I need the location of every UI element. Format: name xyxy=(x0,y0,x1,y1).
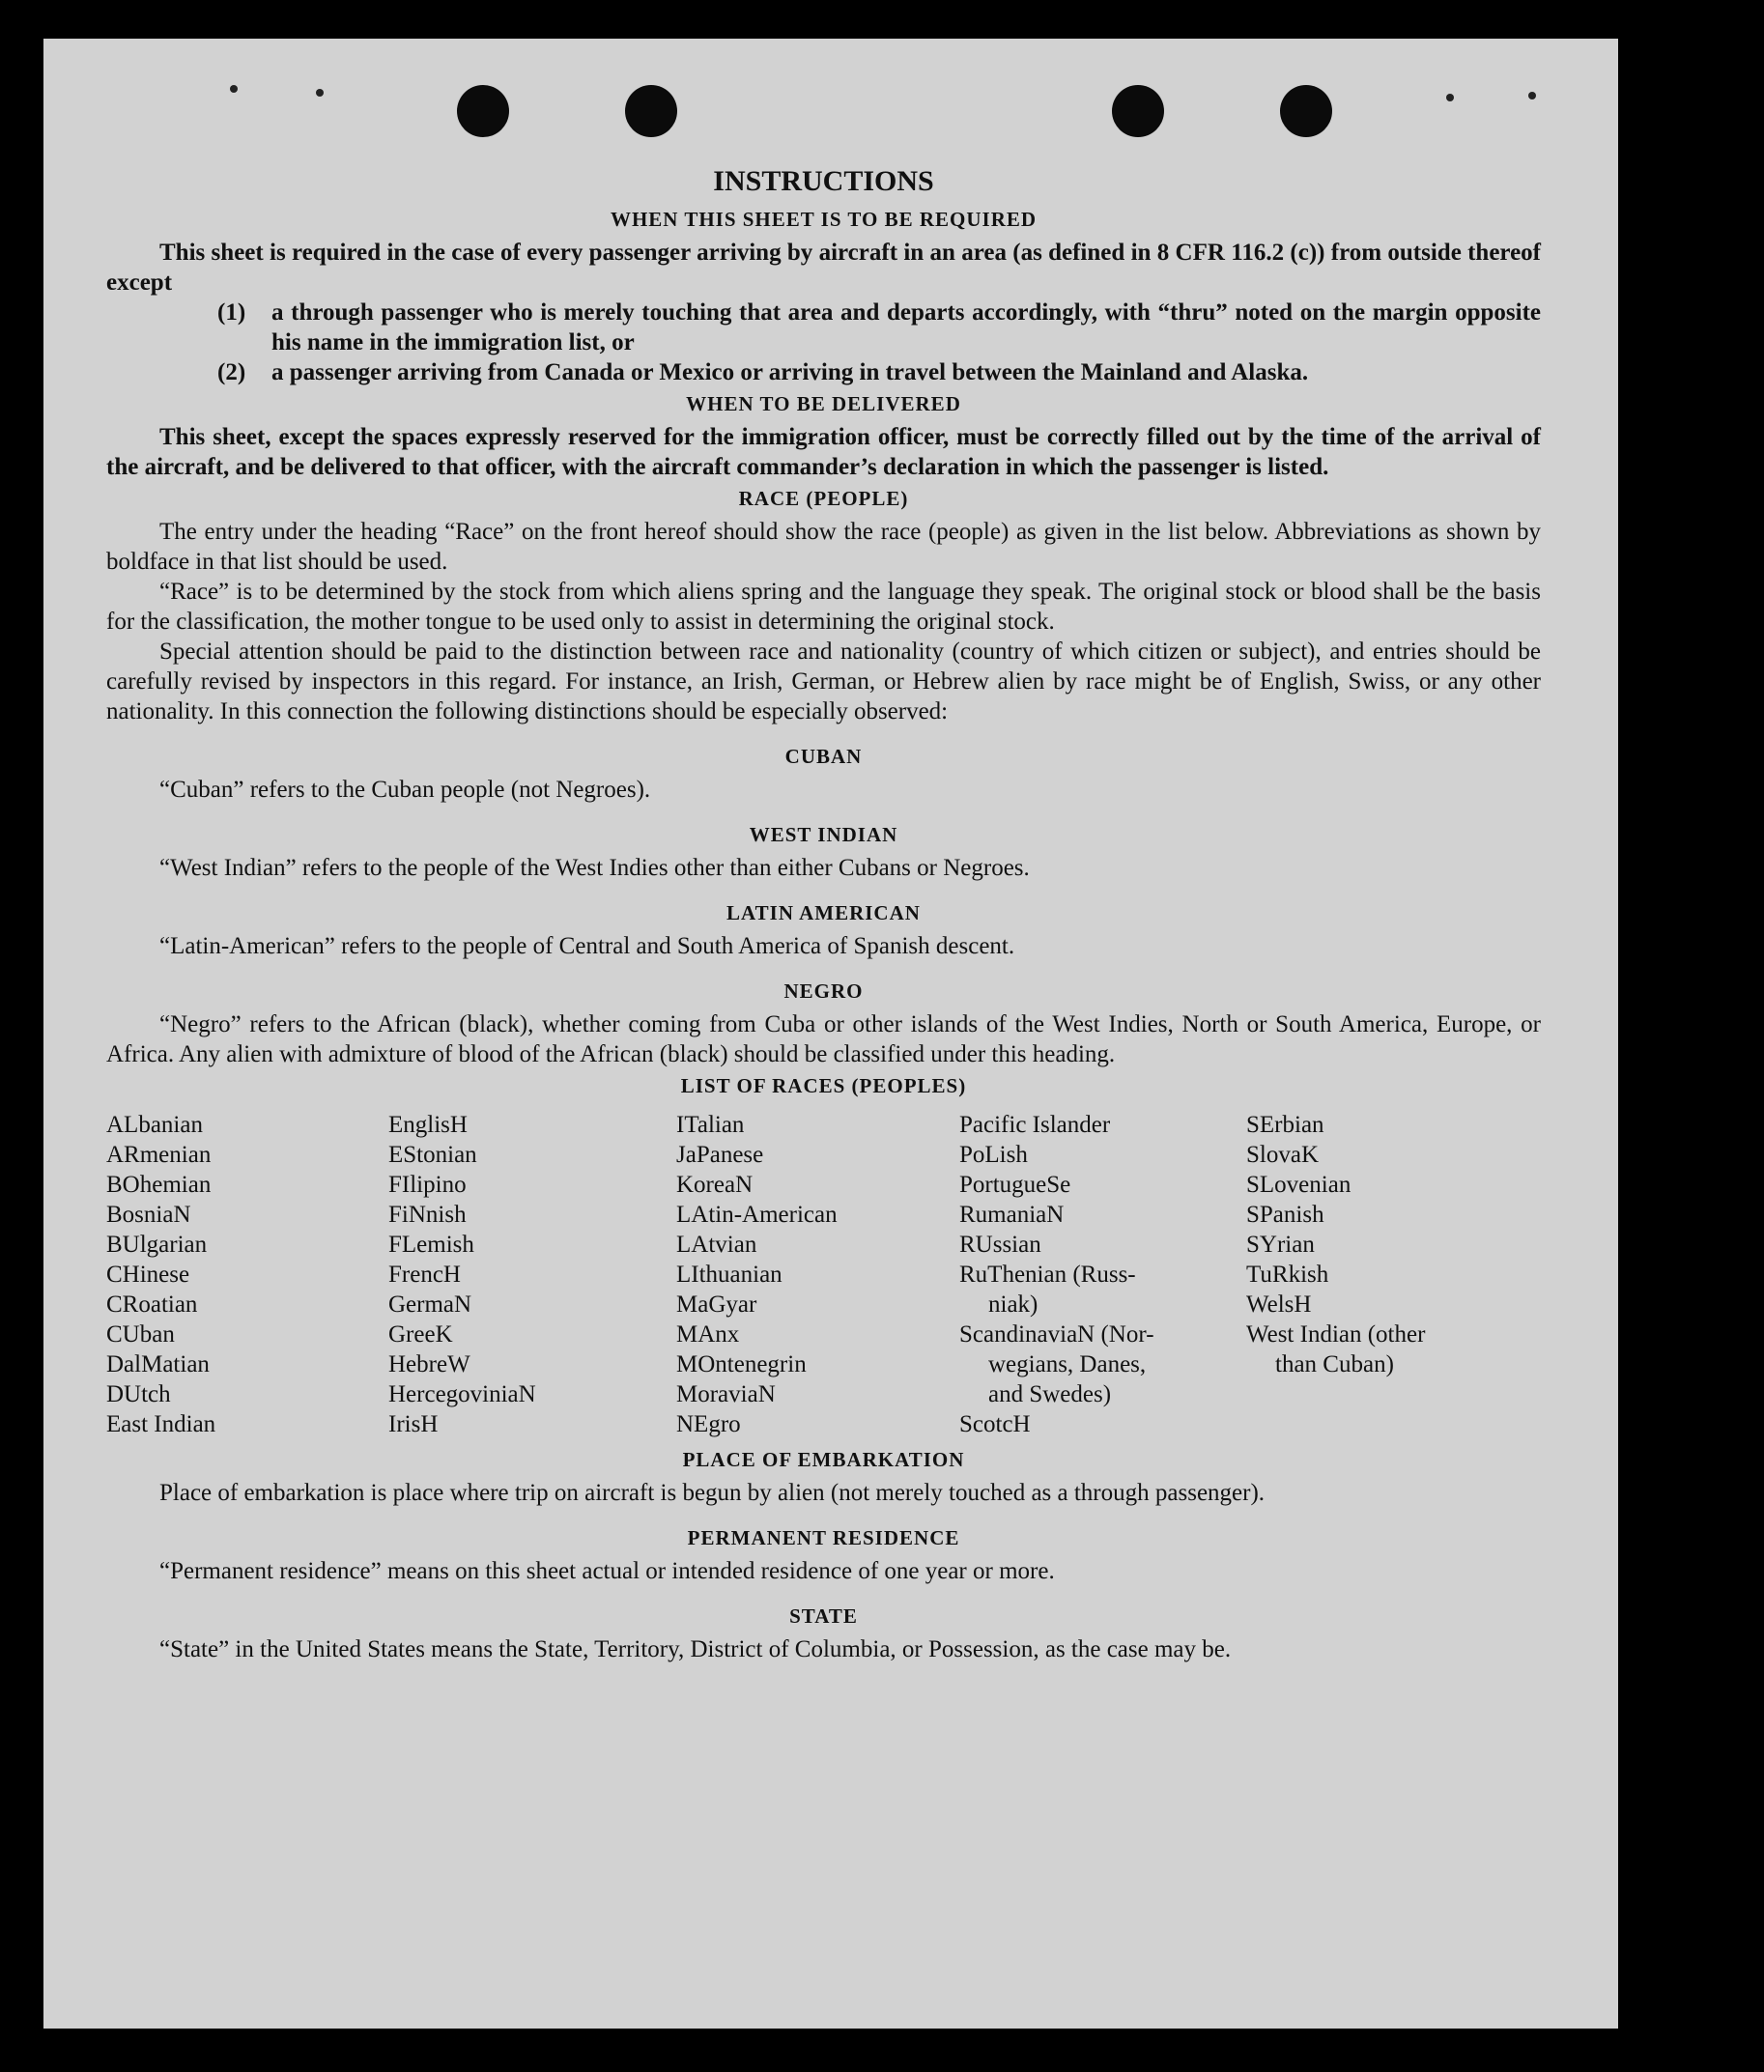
race-entry: SYrian xyxy=(1246,1232,1315,1258)
race-entry: MoraviaN xyxy=(676,1381,776,1407)
heading-delivered: WHEN TO BE DELIVERED xyxy=(686,392,961,415)
embarkation-text: Place of embarkation is place where trip on aircraft is begun by alien (not merely touched as a through passenger). xyxy=(159,1480,1266,1506)
delivered-text: This sheet, except the spaces expressly reserved for the immigration officer, must be correctly filled out by the time of the arrival of the aircraft, and be delivered to that officer, with the aircraft commander’s declaration in which the passenger is listed. xyxy=(106,424,1541,480)
race-entry: DUtch xyxy=(106,1381,171,1407)
race-entry: BosniaN xyxy=(106,1202,191,1228)
punch-hole xyxy=(1280,85,1332,137)
exception-number: (2) xyxy=(217,359,246,385)
race-paragraph-2: “Race” is to be determined by the stock from which aliens spring and the language they speak. The original stock or blood shall be the basis for the classification, the mother tongue to be used only to assist in determining the original stock. xyxy=(106,579,1541,635)
race-entry: GermaN xyxy=(388,1291,472,1318)
state-text: “State” in the United States means the State, Territory, District of Columbia, or Possession, as the case may be. xyxy=(159,1636,1232,1662)
punch-hole xyxy=(457,85,509,137)
race-entry: ALbanian xyxy=(106,1112,203,1138)
race-entry: TuRkish xyxy=(1246,1262,1329,1288)
page-title: INSTRUCTIONS xyxy=(713,165,934,197)
race-entry: HercegoviniaN xyxy=(388,1381,536,1407)
race-entry: FIlipino xyxy=(388,1172,467,1198)
heading-embarkation: PLACE OF EMBARKATION xyxy=(682,1448,965,1471)
punch-hole xyxy=(1112,85,1164,137)
race-entry: ScotcH xyxy=(959,1411,1031,1437)
heading-cuban: CUBAN xyxy=(784,745,863,768)
race-paragraph-1: The entry under the heading “Race” on the front hereof should show the race (people) as given in the list below. Abbreviations as shown by boldface in that list should be used. xyxy=(106,519,1541,575)
document-page xyxy=(43,39,1618,2029)
race-entry: ITalian xyxy=(676,1112,745,1138)
heading-required: WHEN THIS SHEET IS TO BE REQUIRED xyxy=(610,208,1038,231)
races-column xyxy=(676,1110,959,1439)
race-entry: GreeK xyxy=(388,1321,453,1348)
race-entry: SLovenian xyxy=(1246,1172,1351,1198)
race-entry: RUssian xyxy=(959,1232,1041,1258)
race-entry: niak) xyxy=(988,1291,1038,1318)
race-entry: LAtvian xyxy=(676,1232,757,1258)
race-entry: CUban xyxy=(106,1321,175,1348)
race-entry: LIthuanian xyxy=(676,1262,782,1288)
race-entry: FrencH xyxy=(388,1262,461,1288)
instructions-body xyxy=(106,162,1541,1664)
heading-west-indian: WEST INDIAN xyxy=(749,823,898,846)
race-entry: East Indian xyxy=(106,1411,216,1437)
cuban-text: “Cuban” refers to the Cuban people (not Negroes). xyxy=(159,777,651,803)
race-entry: RumaniaN xyxy=(959,1202,1065,1228)
races-column xyxy=(388,1110,676,1439)
heading-races-list: LIST OF RACES (PEOPLES) xyxy=(680,1074,967,1097)
race-entry: JaPanese xyxy=(676,1142,764,1168)
speck xyxy=(1446,94,1454,101)
required-intro: This sheet is required in the case of every passenger arriving by aircraft in an area (as defined in 8 CFR 116.2 (c)) from outside thereof except xyxy=(106,240,1541,296)
latin-american-text: “Latin-American” refers to the people of Central and South America of Spanish descent. xyxy=(159,933,1015,959)
race-entry: BOhemian xyxy=(106,1172,212,1198)
race-entry: EStonian xyxy=(388,1142,477,1168)
race-entry: LAtin-American xyxy=(676,1202,838,1228)
race-entry: RuThenian (Russ- xyxy=(959,1262,1136,1288)
race-entry: MaGyar xyxy=(676,1291,757,1318)
heading-latin-american: LATIN AMERICAN xyxy=(726,901,921,924)
races-list xyxy=(106,1110,1541,1439)
west-indian-text: “West Indian” refers to the people of the West Indies other than either Cubans or Negroes. xyxy=(159,855,1030,881)
exception-item xyxy=(217,298,1541,357)
exception-text: a passenger arriving from Canada or Mexico or arriving in travel between the Mainland and Alaska. xyxy=(271,359,1309,385)
race-entry: SErbian xyxy=(1246,1112,1324,1138)
race-entry: BUlgarian xyxy=(106,1232,208,1258)
race-entry: CRoatian xyxy=(106,1291,198,1318)
race-entry: HebreW xyxy=(388,1351,470,1377)
race-entry: PortugueSe xyxy=(959,1172,1071,1198)
heading-state: STATE xyxy=(789,1604,858,1628)
race-entry: MOntenegrin xyxy=(676,1351,807,1377)
speck xyxy=(230,85,238,93)
punch-hole xyxy=(625,85,677,137)
race-entry: KoreaN xyxy=(676,1172,754,1198)
residence-text: “Permanent residence” means on this sheet actual or intended residence of one year or more. xyxy=(159,1558,1055,1584)
race-entry: ARmenian xyxy=(106,1142,212,1168)
race-entry: IrisH xyxy=(388,1411,439,1437)
exception-item xyxy=(217,357,1541,387)
race-entry: DalMatian xyxy=(106,1351,210,1377)
race-entry: wegians, Danes, xyxy=(988,1351,1147,1377)
speck xyxy=(316,89,324,97)
race-entry: NEgro xyxy=(676,1411,741,1437)
heading-residence: PERMANENT RESIDENCE xyxy=(687,1526,960,1549)
heading-negro: NEGRO xyxy=(783,979,864,1003)
race-entry: Pacific Islander xyxy=(959,1112,1111,1138)
races-column xyxy=(106,1110,388,1439)
race-entry: ScandinaviaN (Nor- xyxy=(959,1321,1154,1348)
race-entry: CHinese xyxy=(106,1262,190,1288)
negro-text: “Negro” refers to the African (black), whether coming from Cuba or other islands of the West Indies, North or South America, Europe, or Africa. Any alien with admixture of blood of the African (black) should be classified under this heading. xyxy=(106,1011,1541,1067)
race-entry: than Cuban) xyxy=(1275,1351,1394,1377)
exception-number: (1) xyxy=(217,299,246,326)
races-column xyxy=(1246,1110,1536,1439)
race-entry: PoLish xyxy=(959,1142,1028,1168)
race-entry: West Indian (other xyxy=(1246,1321,1426,1348)
race-entry: FLemish xyxy=(388,1232,474,1258)
race-entry: FiNnish xyxy=(388,1202,467,1228)
race-entry: SPanish xyxy=(1246,1202,1324,1228)
race-entry: SlovaK xyxy=(1246,1142,1319,1168)
race-entry: and Swedes) xyxy=(988,1381,1112,1407)
heading-race: RACE (PEOPLE) xyxy=(738,487,909,510)
races-column xyxy=(959,1110,1246,1439)
speck xyxy=(1528,92,1536,99)
race-entry: WelsH xyxy=(1246,1291,1312,1318)
exception-text: a through passenger who is merely touching that area and departs accordingly, with “thru” noted on the margin opposite his name in the immigration list, or xyxy=(271,299,1541,355)
race-entry: MAnx xyxy=(676,1321,740,1348)
race-paragraph-3: Special attention should be paid to the distinction between race and nationality (country of which citizen or subject), and entries should be carefully revised by inspectors in this regard. For instance, an Irish, German, or Hebrew alien by race might be of English, Swiss, or any other nationality. In this connection the following distinctions should be especially observed: xyxy=(106,639,1541,724)
race-entry: EnglisH xyxy=(388,1112,468,1138)
